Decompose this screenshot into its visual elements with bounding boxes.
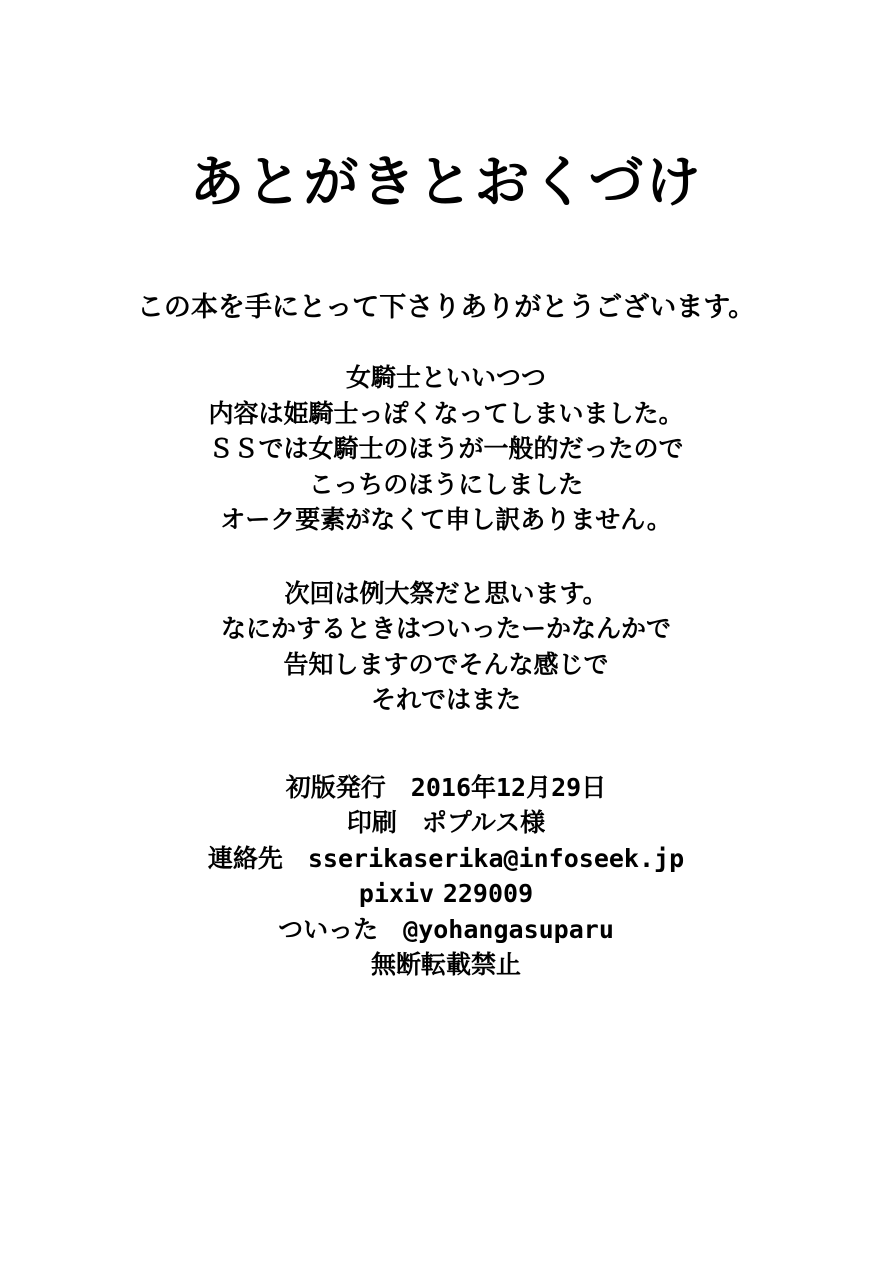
afterword-line: オーク要素がなくて申し訳ありません。	[220, 505, 672, 535]
afterword-line: 女騎士といいつつ	[345, 363, 546, 393]
page-title: あとがきとおくづけ	[189, 150, 703, 214]
afterword-section-two	[0, 538, 892, 718]
colophon-printer-row	[0, 805, 892, 841]
afterword-line: 次回は例大祭だと思います。	[284, 578, 608, 608]
first-print-value: 2016年12月29日	[410, 772, 607, 802]
colophon-contact-row	[0, 841, 892, 877]
twitter-value: @yohangasuparu	[403, 914, 614, 944]
contact-label: 連絡先	[207, 843, 283, 873]
printer-value: ポプルス様	[421, 808, 546, 838]
pixiv-label: pixiv	[358, 879, 435, 909]
twitter-label: ついった	[278, 914, 379, 944]
afterword-line: ＳＳでは女騎士のほうが一般的だったので	[208, 434, 684, 464]
contact-value: sserikaserika@infoseek.jp	[307, 843, 685, 873]
first-print-label: 初版発行	[285, 772, 386, 802]
afterword-line: こっちのほうにしました	[308, 469, 584, 499]
afterword-line: 内容は姫騎士っぽくなってしまいました。	[208, 398, 684, 428]
lead-paragraph: この本を手にとって下さりありがとうございます。	[136, 291, 756, 323]
afterword-line: なにかするときはついったーかなんかで	[220, 614, 671, 644]
afterword-line: それではまた	[370, 685, 521, 715]
colophon-section	[0, 718, 892, 983]
pixiv-value: 229009	[442, 879, 534, 909]
colophon-pixiv-row	[0, 876, 892, 912]
afterword-section-one	[0, 324, 892, 538]
afterword-line: 告知しますのでそんな感じで	[283, 649, 609, 679]
colophon-twitter-row	[0, 912, 892, 948]
printer-label: 印刷	[346, 808, 397, 838]
colophon-notice: 無断転載禁止	[370, 950, 521, 980]
colophon-first-print-row	[0, 770, 892, 806]
